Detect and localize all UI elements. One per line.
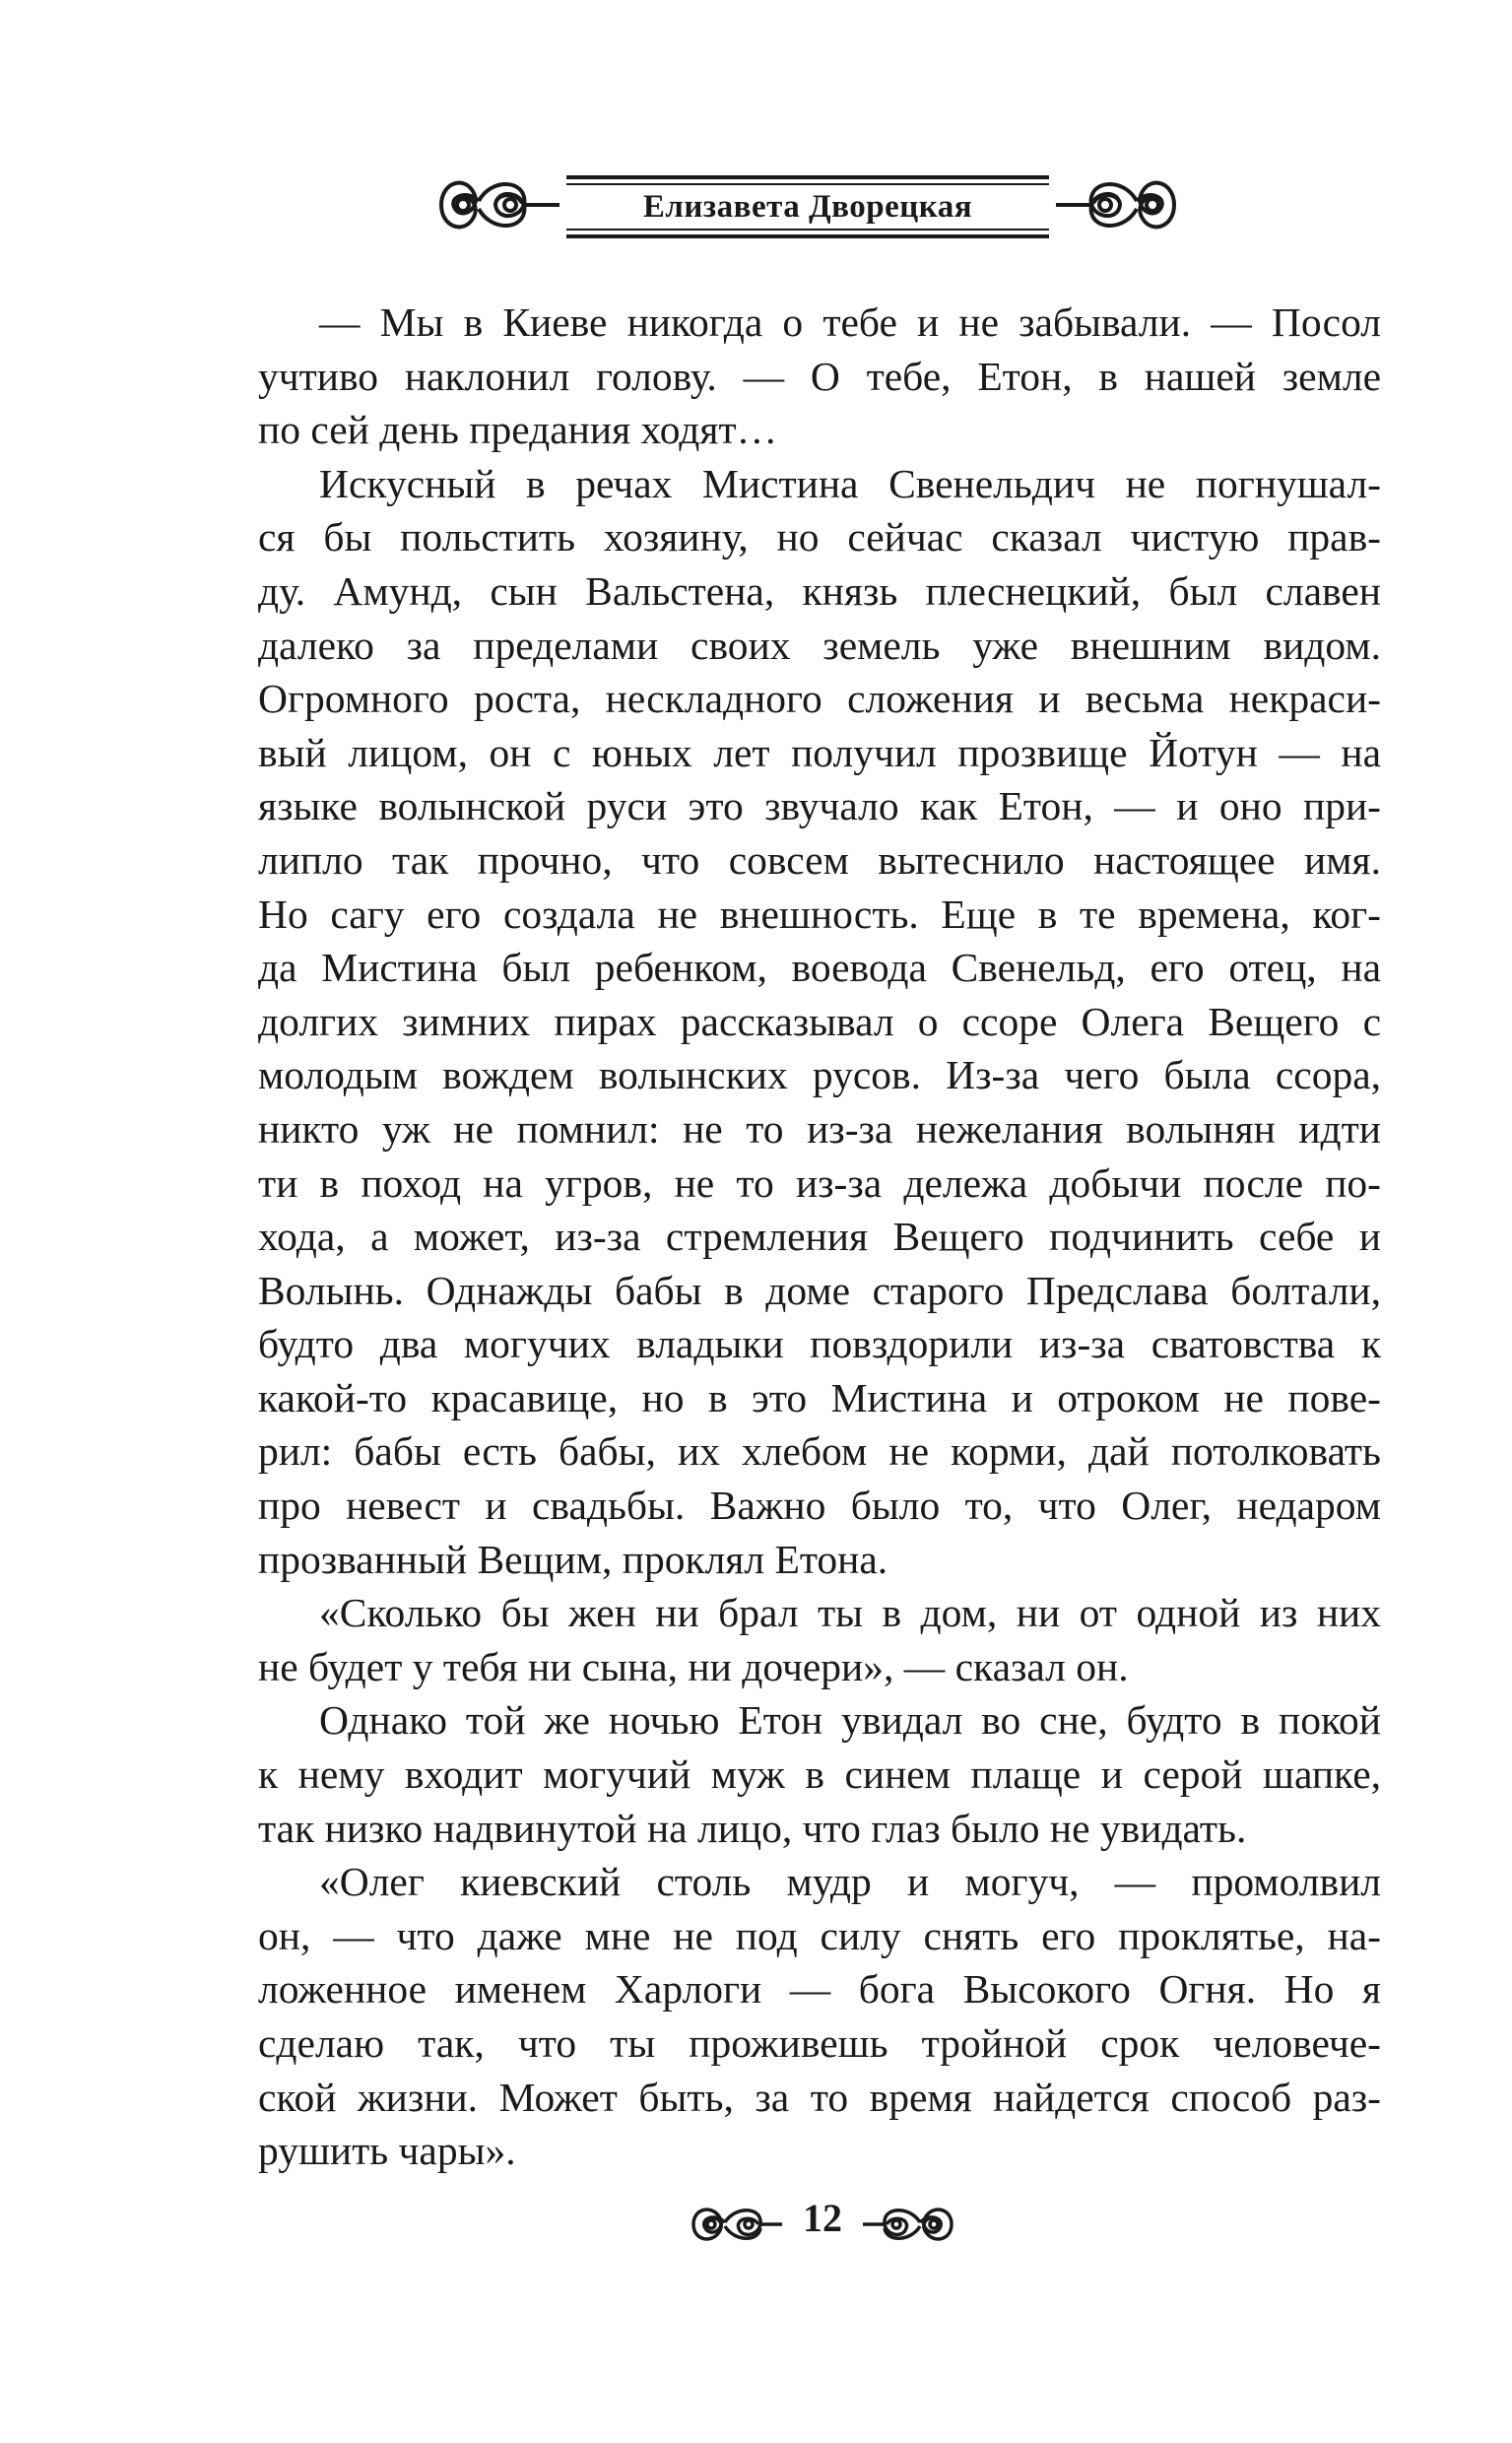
celtic-knot-icon [433,164,561,246]
body-text [258,296,1381,2178]
text-line: какой-то красавице, но в это Мистина и отроком не пове- [258,1374,1381,1420]
text-line: вый лицом, он с юных лет получил прозвище Йотун — на [258,729,1381,775]
text-line: Но сагу его создала не внешность. Еще в те времена, ког- [258,891,1381,937]
celtic-knot-icon [690,2199,783,2250]
text-line: про невест и свадьбы. Важно было то, что Олег, недаром [258,1483,1381,1529]
text-line: ти в поход на угров, не то из-за дележа добычи после по- [258,1159,1381,1206]
text-line: липло так прочно, что совсем вытеснило настоящее имя. [258,836,1381,883]
text-line: по сей день предания ходят… [258,407,778,453]
text-line: далеко за пределами своих земель уже внешним видом. [258,622,1381,668]
text-line: «Сколько бы жен ни брал ты в дом, ни от одной из них [319,1590,1381,1636]
celtic-knot-icon [862,2199,955,2250]
paragraph [258,1693,1381,1855]
paragraph [258,1855,1381,2178]
text-line: Волынь. Однажды бабы в доме старого Предслава болтали, [258,1267,1381,1313]
text-line: — Мы в Киеве никогда о тебе и не забывали. — Посол [319,299,1381,345]
text-line: рил: бабы есть бабы, их хлебом не корми, дай потолковать [258,1428,1381,1475]
text-line: ложенное именем Харлоги — бога Высокого Огня. Но я [258,1966,1381,2013]
text-line: будто два могучих владыки повздорили из-за сватовства к [258,1321,1381,1367]
running-header-author: Елизавета Дворецкая [642,188,973,225]
text-line: Искусный в речах Мистина Свенельдич не погнушал- [319,460,1381,506]
text-line: так низко надвинутой на лицо, что глаз было не увидать. [258,1805,1247,1851]
text-line: Однако той же ночью Етон увидал во сне, будто в покой [319,1697,1381,1744]
text-line: никто уж не помнил: не то из-за нежелания волынян идти [258,1105,1381,1152]
paragraph [258,457,1381,1586]
text-line: языке волынской руси это звучало как Етон, — и оно при- [258,783,1381,829]
text-line: да Мистина был ребенком, воевода Свенельд, его отец, на [258,945,1381,991]
text-line: он, — что даже мне не под силу снять его проклятье, на- [258,1912,1381,1958]
text-line: ской жизни. Может быть, за то время найдется способ раз- [258,2074,1381,2120]
text-line: рушить чары». [258,2128,516,2174]
text-line: «Олег киевский столь мудр и могуч, — промолвил [319,1859,1381,1905]
text-line: прозванный Вещим, проклял Етона. [258,1536,888,1582]
running-header [433,156,1182,254]
text-line: молодым вождем волынских русов. Из-за чего была ссора, [258,1052,1381,1098]
text-line: ду. Амунд, сын Вальстена, князь плеснецкий, был славен [258,567,1381,614]
text-line: не будет у тебя ни сына, ни дочери», — сказал он. [258,1643,1129,1689]
folio [690,2189,955,2258]
celtic-knot-icon [1054,164,1182,246]
text-line: долгих зимних пирах рассказывал о ссоре Олега Вещего с [258,998,1381,1044]
page-number: 12 [803,2196,842,2240]
text-line: Огромного роста, нескладного сложения и весьма некраси- [258,676,1381,722]
header-frame [566,175,1049,238]
text-line: учтиво наклонил голову. — О тебе, Етон, в нашей земле [258,353,1381,399]
paragraph [258,1586,1381,1693]
paragraph [258,296,1381,457]
text-line: хода, а может, из-за стремления Вещего подчинить себе и [258,1214,1381,1260]
text-line: ся бы польстить хозяину, но сейчас сказал чистую прав- [258,514,1381,561]
text-line: сделаю так, что ты проживешь тройной срок человече- [258,2020,1381,2066]
text-line: к нему входит могучий муж в синем плаще и серой шапке, [258,1751,1381,1798]
